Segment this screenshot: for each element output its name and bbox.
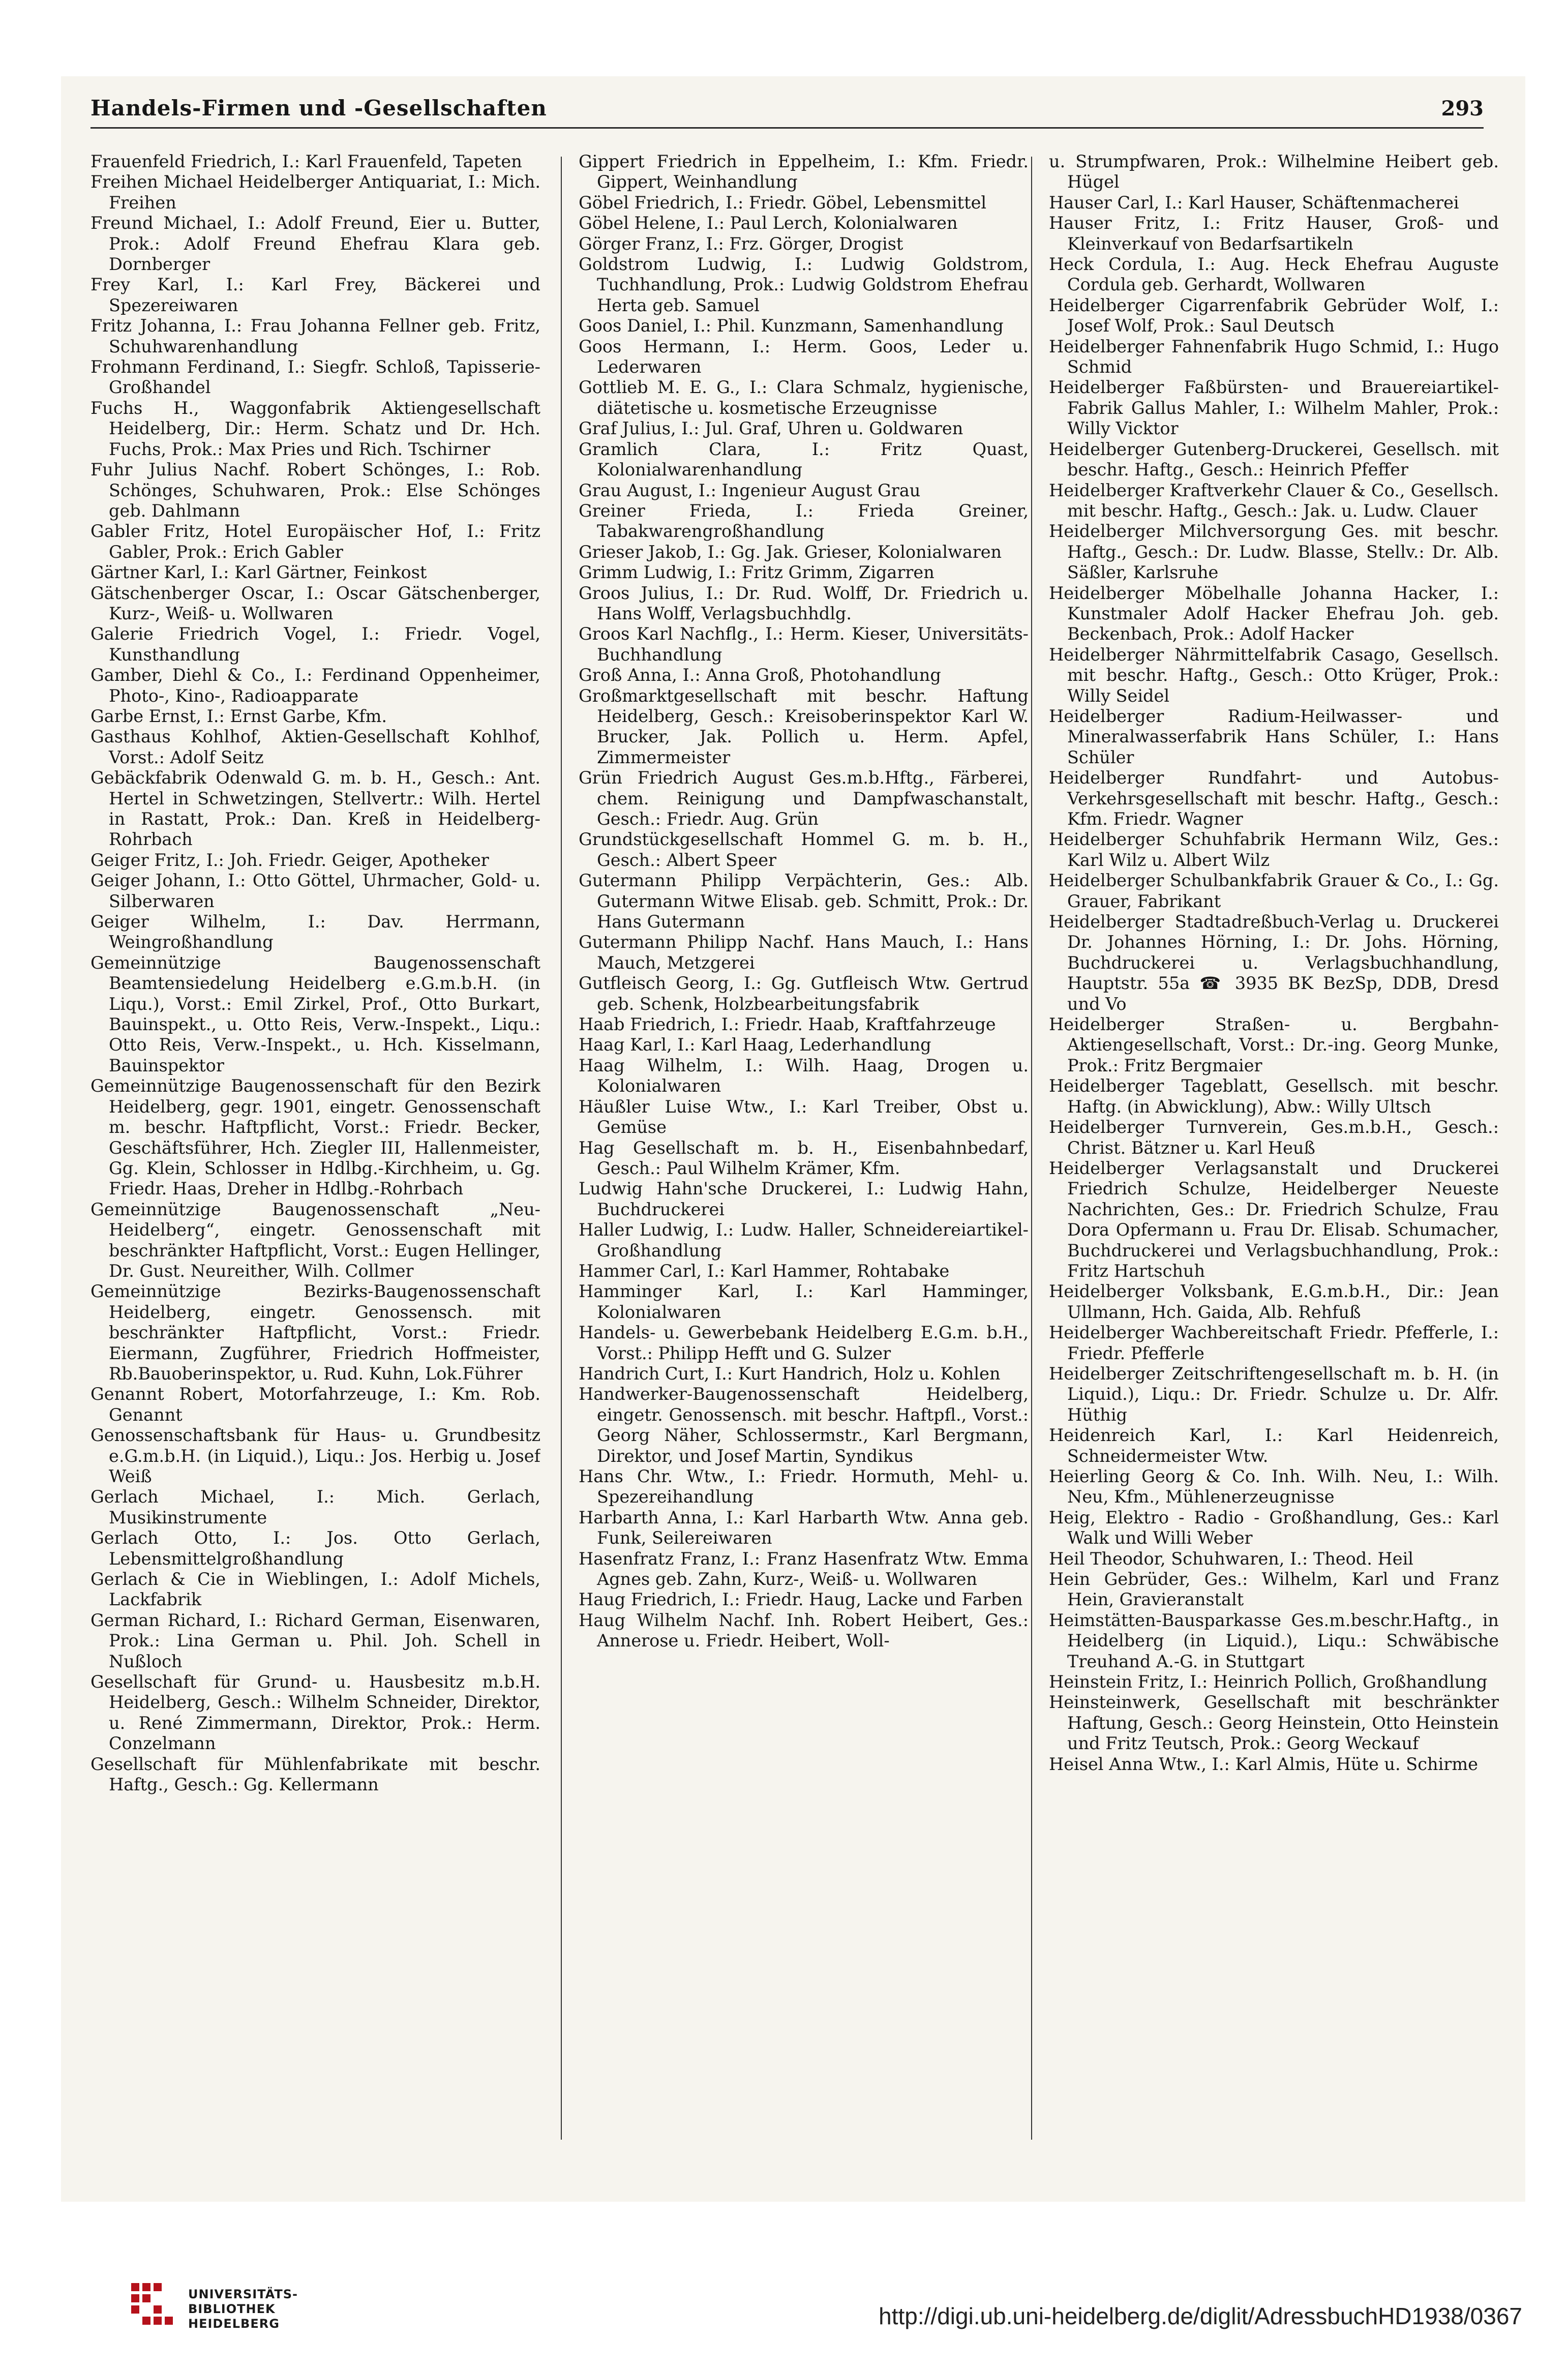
directory-entry: Haab Friedrich, I.: Friedr. Haab, Kraftfahrzeuge xyxy=(579,1014,996,1035)
directory-entry: Heig, Elektro - Radio - Großhandlung, Ges.: Karl Walk und Willi Weber xyxy=(1049,1507,1499,1548)
directory-entry: Frauenfeld Friedrich, I.: Karl Frauenfeld, Tapeten xyxy=(91,152,522,171)
institution-line: BIBLIOTHEK xyxy=(188,2302,276,2316)
directory-entry: Groos Julius, I.: Dr. Rud. Wolff, Dr. Friedrich u. Hans Wolff, Verlagsbuchhdlg. xyxy=(579,583,1029,623)
directory-entry: Goldstrom Ludwig, I.: Ludwig Goldstrom, Tuchhandlung, Prok.: Ludwig Goldstrom Ehefrau Herta geb. Samuel xyxy=(579,254,1029,315)
directory-entry: Gemeinnützige Baugenossenschaft für den Bezirk Heidelberg, gegr. 1901, eingetr. Genossenschaft m. beschr. Haftpflicht, Vorst.: Friedr. Becker, Geschäftsführer, Hch. Ziegler III, Hallenmeister, Gg. Klein, Schlosser in Hdlbg.-Kirchheim, u. Gg. Friedr. Haas, Dreher in Hdlbg.-Rohrbach xyxy=(91,1076,540,1199)
directory-entry: Haag Karl, I.: Karl Haag, Lederhandlung xyxy=(579,1035,931,1055)
directory-entry: Handrich Curt, I.: Kurt Handrich, Holz u. Kohlen xyxy=(579,1363,1001,1384)
directory-entry: Heidenreich Karl, I.: Karl Heidenreich, Schneidermeister Wtw. xyxy=(1049,1425,1499,1466)
directory-entry: Großmarktgesellschaft mit beschr. Haftung Heidelberg, Gesch.: Kreisoberinspektor Karl W. Brucker, Jak. Pollich u. Herm. Apfel, Zimmermeister xyxy=(579,685,1029,767)
directory-columns xyxy=(91,152,1499,2165)
directory-entry: Handels- u. Gewerbebank Heidelberg E.G.m. b.H., Vorst.: Philipp Hefft und G. Sulzer xyxy=(579,1323,1029,1363)
directory-entry: Freihen Michael Heidelberger Antiquariat, I.: Mich. Freihen xyxy=(91,172,540,213)
directory-entry: Heidelberger Straßen- u. Bergbahn-Aktiengesellschaft, Vorst.: Dr.-ing. Georg Munke, Prok.: Fritz Bergmaier xyxy=(1049,1014,1499,1075)
directory-entry: Heidelberger Fahnenfabrik Hugo Schmid, I.: Hugo Schmid xyxy=(1049,336,1499,377)
directory-entry: Gerlach Otto, I.: Jos. Otto Gerlach, Lebensmittelgroßhandlung xyxy=(91,1528,540,1569)
directory-entry: u. Strumpfwaren, Prok.: Wilhelmine Heibert geb. Hügel xyxy=(1049,152,1499,192)
directory-entry: Heidelberger Wachbereitschaft Friedr. Pfefferle, I.: Friedr. Pfefferle xyxy=(1049,1323,1499,1363)
directory-entry: Göbel Friedrich, I.: Friedr. Göbel, Lebensmittel xyxy=(579,192,987,213)
institution-line: HEIDELBERG xyxy=(188,2317,280,2331)
directory-entry: Gerlach Michael, I.: Mich. Gerlach, Musikinstrumente xyxy=(91,1487,540,1527)
directory-entry: Heil Theodor, Schuhwaren, I.: Theod. Heil xyxy=(1049,1548,1414,1569)
directory-entry: Gottlieb M. E. G., I.: Clara Schmalz, hygienische, diätetische u. kosmetische Erzeugnisse xyxy=(579,377,1029,418)
directory-entry: Genannt Robert, Motorfahrzeuge, I.: Km. Rob. Genannt xyxy=(91,1384,540,1425)
directory-entry: Frey Karl, I.: Karl Frey, Bäckerei und Spezereiwaren xyxy=(91,275,540,315)
directory-entry: Göbel Helene, I.: Paul Lerch, Kolonialwaren xyxy=(579,213,958,233)
page-title: Handels-Firmen und -Gesellschaften xyxy=(91,96,547,121)
directory-entry: Garbe Ernst, I.: Ernst Garbe, Kfm. xyxy=(91,706,387,726)
directory-entry: Hein Gebrüder, Ges.: Wilhelm, Karl und Franz Hein, Gravieranstalt xyxy=(1049,1569,1499,1610)
column-left xyxy=(91,152,540,2155)
directory-entry: Handwerker-Baugenossenschaft Heidelberg, eingetr. Genossensch. mit beschr. Haftpfl., Vorst.: Georg Näher, Schlossermstr., Karl Bergmann, Direktor, und Josef Martin, Syndikus xyxy=(579,1384,1029,1466)
directory-entry: German Richard, I.: Richard German, Eisenwaren, Prok.: Lina German u. Phil. Joh. Schell in Nußloch xyxy=(91,1610,540,1671)
directory-entry: Heidelberger Schulbankfabrik Grauer & Co., I.: Gg. Grauer, Fabrikant xyxy=(1049,871,1499,911)
directory-entry: Heidelberger Cigarrenfabrik Gebrüder Wolf, I.: Josef Wolf, Prok.: Saul Deutsch xyxy=(1049,295,1499,336)
directory-entry: Goos Daniel, I.: Phil. Kunzmann, Samenhandlung xyxy=(579,316,1004,336)
directory-entry: Heimstätten-Bausparkasse Ges.m.beschr.Haftg., in Heidelberg (in Liquid.), Liqu.: Schwäbische Treuhand A.-G. in Stuttgart xyxy=(1049,1610,1499,1671)
directory-entry: Gutermann Philipp Verpächterin, Ges.: Alb. Gutermann Witwe Elisab. geb. Schmitt, Prok.: Dr. Hans Gutermann xyxy=(579,871,1029,932)
directory-entry: Heidelberger Nährmittelfabrik Casago, Gesellsch. mit beschr. Haftg., Gesch.: Otto Krüger, Prok.: Willy Seidel xyxy=(1049,644,1499,706)
directory-entry: Freund Michael, I.: Adolf Freund, Eier u. Butter, Prok.: Adolf Freund Ehefrau Klara geb. Dornberger xyxy=(91,213,540,275)
directory-entry: Hag Gesellschaft m. b. H., Eisenbahnbedarf, Gesch.: Paul Wilhelm Krämer, Kfm. xyxy=(579,1137,1029,1178)
directory-entry: Hans Chr. Wtw., I.: Friedr. Hormuth, Mehl- u. Spezereihandlung xyxy=(579,1466,1029,1507)
institution-line: UNIVERSITÄTS- xyxy=(188,2287,298,2301)
directory-entry: Harbarth Anna, I.: Karl Harbarth Wtw. Anna geb. Funk, Seilereiwaren xyxy=(579,1507,1029,1548)
directory-entry: Hamminger Karl, I.: Karl Hamminger, Kolonialwaren xyxy=(579,1281,1029,1322)
directory-entry: Gemeinnützige Baugenossenschaft „Neu-Heidelberg“, eingetr. Genossenschaft mit beschränkter Haftpflicht, Vorst.: Eugen Hellinger, Dr. Gust. Neureither, Wilh. Collmer xyxy=(91,1199,540,1281)
directory-entry: Gramlich Clara, I.: Fritz Quast, Kolonialwarenhandlung xyxy=(579,439,1029,480)
directory-entry: Genossenschaftsbank für Haus- u. Grundbesitz e.G.m.b.H. (in Liquid.), Liqu.: Jos. Herbig u. Josef Weiß xyxy=(91,1425,540,1486)
page-footer xyxy=(0,2258,1568,2370)
directory-entry: Heidelberger Radium-Heilwasser- und Mineralwasserfabrik Hans Schüler, I.: Hans Schüler xyxy=(1049,706,1499,767)
directory-entry: Gasthaus Kohlhof, Aktien-Gesellschaft Kohlhof, Vorst.: Adolf Seitz xyxy=(91,727,540,767)
directory-entry: Heidelberger Stadtadreßbuch-Verlag u. Druckerei Dr. Johannes Hörning, I.: Dr. Johs. Hörning, Buchdruckerei u. Verlagsbuchhandlung, Hauptstr. 55a ☎ 3935 BK BezSp, DDB, Dresd und Vo xyxy=(1049,912,1499,1014)
directory-entry: Haug Wilhelm Nachf. Inh. Robert Heibert, Ges.: Annerose u. Friedr. Heibert, Woll- xyxy=(579,1610,1029,1651)
directory-entry: Hauser Fritz, I.: Fritz Hauser, Groß- und Kleinverkauf von Bedarfsartikeln xyxy=(1049,213,1499,254)
directory-entry: Haller Ludwig, I.: Ludw. Haller, Schneidereiartikel-Großhandlung xyxy=(579,1220,1029,1261)
directory-entry: Heidelberger Verlagsanstalt und Druckerei Friedrich Schulze, Heidelberger Neueste Nachrichten, Ges.: Dr. Friedrich Schulze, Frau Dora Opfermann u. Frau Dr. Elisab. Schumacher, Buchdruckerei und Verlagsbuchhandlung, Prok.: Fritz Hartschuh xyxy=(1049,1158,1499,1281)
directory-entry: Grün Friedrich August Ges.m.b.Hftg., Färberei, chem. Reinigung und Dampfwaschanstalt, Gesch.: Friedr. Aug. Grün xyxy=(579,768,1029,829)
directory-entry: Heidelberger Schuhfabrik Hermann Wilz, Ges.: Karl Wilz u. Albert Wilz xyxy=(1049,829,1499,870)
directory-entry: Goos Hermann, I.: Herm. Goos, Leder u. Lederwaren xyxy=(579,336,1029,377)
directory-entry: Gesellschaft für Grund- u. Hausbesitz m.b.H. Heidelberg, Gesch.: Wilhelm Schneider, Direktor, u. René Zimmermann, Direktor, Prok.: Herm. Conzelmann xyxy=(91,1672,540,1754)
directory-entry: Heidelberger Milchversorgung Ges. mit beschr. Haftg., Gesch.: Dr. Ludw. Blasse, Stellv.: Dr. Alb. Säßler, Karlsruhe xyxy=(1049,521,1499,583)
directory-entry: Geiger Wilhelm, I.: Dav. Herrmann, Weingroßhandlung xyxy=(91,912,540,952)
directory-entry: Heidelberger Gutenberg-Druckerei, Gesellsch. mit beschr. Haftg., Gesch.: Heinrich Pfeffer xyxy=(1049,439,1499,480)
directory-entry: Gamber, Diehl & Co., I.: Ferdinand Oppenheimer, Photo-, Kino-, Radioapparate xyxy=(91,665,540,706)
directory-entry: Gärtner Karl, I.: Karl Gärtner, Feinkost xyxy=(91,562,427,583)
directory-entry: Heidelberger Volksbank, E.G.m.b.H., Dir.: Jean Ullmann, Hch. Gaida, Alb. Rehfuß xyxy=(1049,1281,1499,1322)
directory-entry: Groos Karl Nachflg., I.: Herm. Kieser, Universitäts-Buchhandlung xyxy=(579,624,1029,665)
column-divider xyxy=(1031,157,1032,2140)
university-library-logo-icon xyxy=(127,2278,178,2339)
directory-entry: Gätschenberger Oscar, I.: Oscar Gätschenberger, Kurz-, Weiß- u. Wollwaren xyxy=(91,583,540,623)
directory-entry: Gabler Fritz, Hotel Europäischer Hof, I.: Fritz Gabler, Prok.: Erich Gabler xyxy=(91,521,540,562)
directory-entry: Heinstein Fritz, I.: Heinrich Pollich, Großhandlung xyxy=(1049,1672,1488,1692)
directory-entry: Geiger Johann, I.: Otto Göttel, Uhrmacher, Gold- u. Silberwaren xyxy=(91,871,540,911)
directory-entry: Frohmann Ferdinand, I.: Siegfr. Schloß, Tapisserie-Großhandel xyxy=(91,357,540,398)
directory-entry: Fuchs H., Waggonfabrik Aktiengesellschaft Heidelberg, Dir.: Herm. Schatz und Dr. Hch. Fuchs, Prok.: Max Pries und Rich. Tschirner xyxy=(91,398,540,459)
directory-entry: Heidelberger Faßbürsten- und Brauereiartikel-Fabrik Gallus Mahler, I.: Wilhelm Mahler, Prok.: Willy Vicktor xyxy=(1049,377,1499,439)
directory-entry: Häußler Luise Wtw., I.: Karl Treiber, Obst u. Gemüse xyxy=(579,1096,1029,1137)
directory-entry: Heisel Anna Wtw., I.: Karl Almis, Hüte u. Schirme xyxy=(1049,1754,1478,1774)
directory-entry: Grimm Ludwig, I.: Fritz Grimm, Zigarren xyxy=(579,562,934,583)
directory-entry: Gebäckfabrik Odenwald G. m. b. H., Gesch.: Ant. Hertel in Schwetzingen, Stellvertr.: Wilh. Hertel in Rastatt, Prok.: Dan. Kreß in Heidelberg-Rohrbach xyxy=(91,768,540,850)
directory-entry: Heidelberger Möbelhalle Johanna Hacker, I.: Kunstmaler Adolf Hacker Ehefrau Joh. geb. Beckenbach, Prok.: Adolf Hacker xyxy=(1049,583,1499,644)
directory-entry: Heidelberger Kraftverkehr Clauer & Co., Gesellsch. mit beschr. Haftg., Gesch.: Jak. u. Ludw. Clauer xyxy=(1049,480,1499,521)
directory-entry: Grundstückgesellschaft Hommel G. m. b. H., Gesch.: Albert Speer xyxy=(579,829,1029,870)
directory-entry: Gemeinnützige Baugenossenschaft Beamtensiedelung Heidelberg e.G.m.b.H. (in Liqu.), Vorst.: Emil Zirkel, Prof., Otto Burkart, Bauinspekt., u. Otto Reis, Verw.-Inspekt., Liqu.: Otto Reis, Verw.-Inspekt., u. Hch. Kisselmann, Bauinspektor xyxy=(91,952,540,1075)
directory-entry: Heidelberger Turnverein, Ges.m.b.H., Gesch.: Christ. Bätzner u. Karl Heuß xyxy=(1049,1117,1499,1158)
directory-entry: Gutfleisch Georg, I.: Gg. Gutfleisch Wtw. Gertrud geb. Schenk, Holzbearbeitungsfabrik xyxy=(579,973,1029,1014)
directory-entry: Fuhr Julius Nachf. Robert Schönges, I.: Rob. Schönges, Schuhwaren, Prok.: Else Schönges geb. Dahlmann xyxy=(91,460,540,521)
institution-name xyxy=(188,2287,298,2331)
directory-entry: Heck Cordula, I.: Aug. Heck Ehefrau Auguste Cordula geb. Gerhardt, Wollwaren xyxy=(1049,254,1499,295)
column-divider xyxy=(561,157,562,2140)
directory-entry: Grau August, I.: Ingenieur August Grau xyxy=(579,480,921,500)
directory-entry: Gutermann Philipp Nachf. Hans Mauch, I.: Hans Mauch, Metzgerei xyxy=(579,932,1029,973)
directory-entry: Haug Friedrich, I.: Friedr. Haug, Lacke und Farben xyxy=(579,1589,1023,1610)
directory-entry: Ludwig Hahn'sche Druckerei, I.: Ludwig Hahn, Buchdruckerei xyxy=(579,1179,1029,1219)
directory-entry: Hasenfratz Franz, I.: Franz Hasenfratz Wtw. Emma Agnes geb. Zahn, Kurz-, Weiß- u. Wollwaren xyxy=(579,1548,1029,1589)
running-header xyxy=(91,91,1514,136)
directory-entry: Heidelberger Zeitschriftengesellschaft m. b. H. (in Liquid.), Liqu.: Dr. Friedr. Schulze u. Dr. Alfr. Hüthig xyxy=(1049,1363,1499,1425)
column-middle xyxy=(579,152,1029,2155)
column-right xyxy=(1049,152,1499,2155)
directory-entry: Galerie Friedrich Vogel, I.: Friedr. Vogel, Kunsthandlung xyxy=(91,624,540,665)
directory-entry: Hammer Carl, I.: Karl Hammer, Rohtabake xyxy=(579,1261,950,1281)
directory-entry: Gemeinnützige Bezirks-Baugenossenschaft Heidelberg, eingetr. Genossensch. mit beschränkter Haftpflicht, Vorst.: Friedr. Eiermann, Zugführer, Friedrich Hoffmeister, Rb.Bauoberinspektor, u. Rud. Kuhn, Lok.Führer xyxy=(91,1281,540,1384)
directory-entry: Heinsteinwerk, Gesellschaft mit beschränkter Haftung, Gesch.: Georg Heinstein, Otto Heinstein und Fritz Teutsch, Prok.: Georg Weckauf xyxy=(1049,1692,1499,1754)
directory-entry: Fritz Johanna, I.: Frau Johanna Fellner geb. Fritz, Schuhwarenhandlung xyxy=(91,316,540,356)
directory-entry: Grieser Jakob, I.: Gg. Jak. Grieser, Kolonialwaren xyxy=(579,542,1002,562)
directory-entry: Graf Julius, I.: Jul. Graf, Uhren u. Goldwaren xyxy=(579,418,963,439)
directory-entry: Heierling Georg & Co. Inh. Wilh. Neu, I.: Wilh. Neu, Kfm., Mühlenerzeugnisse xyxy=(1049,1466,1499,1507)
directory-entry: Hauser Carl, I.: Karl Hauser, Schäftenmacherei xyxy=(1049,192,1459,213)
directory-entry: Gerlach & Cie in Wieblingen, I.: Adolf Michels, Lackfabrik xyxy=(91,1569,540,1610)
source-url-link[interactable]: http://digi.ub.uni-heidelberg.de/diglit/AdressbuchHD1938/0367 xyxy=(879,2303,1522,2329)
directory-entry: Haag Wilhelm, I.: Wilh. Haag, Drogen u. Kolonialwaren xyxy=(579,1055,1029,1096)
directory-entry: Görger Franz, I.: Frz. Görger, Drogist xyxy=(579,233,903,254)
header-divider xyxy=(91,127,1484,129)
directory-entry: Gesellschaft für Mühlenfabrikate mit beschr. Haftg., Gesch.: Gg. Kellermann xyxy=(91,1754,540,1795)
directory-entry: Greiner Frieda, I.: Frieda Greiner, Tabakwarengroßhandlung xyxy=(579,500,1029,542)
page-number: 293 xyxy=(1441,97,1484,121)
directory-entry: Groß Anna, I.: Anna Groß, Photohandlung xyxy=(579,665,941,685)
directory-entry: Gippert Friedrich in Eppelheim, I.: Kfm. Friedr. Gippert, Weinhandlung xyxy=(579,152,1029,192)
directory-entry: Geiger Fritz, I.: Joh. Friedr. Geiger, Apotheker xyxy=(91,850,489,870)
directory-entry: Heidelberger Tageblatt, Gesellsch. mit beschr. Haftg. (in Abwicklung), Abw.: Willy Ultsch xyxy=(1049,1076,1499,1117)
directory-entry: Heidelberger Rundfahrt- und Autobus-Verkehrsgesellschaft mit beschr. Haftg., Gesch.: Kfm. Friedr. Wagner xyxy=(1049,768,1499,829)
